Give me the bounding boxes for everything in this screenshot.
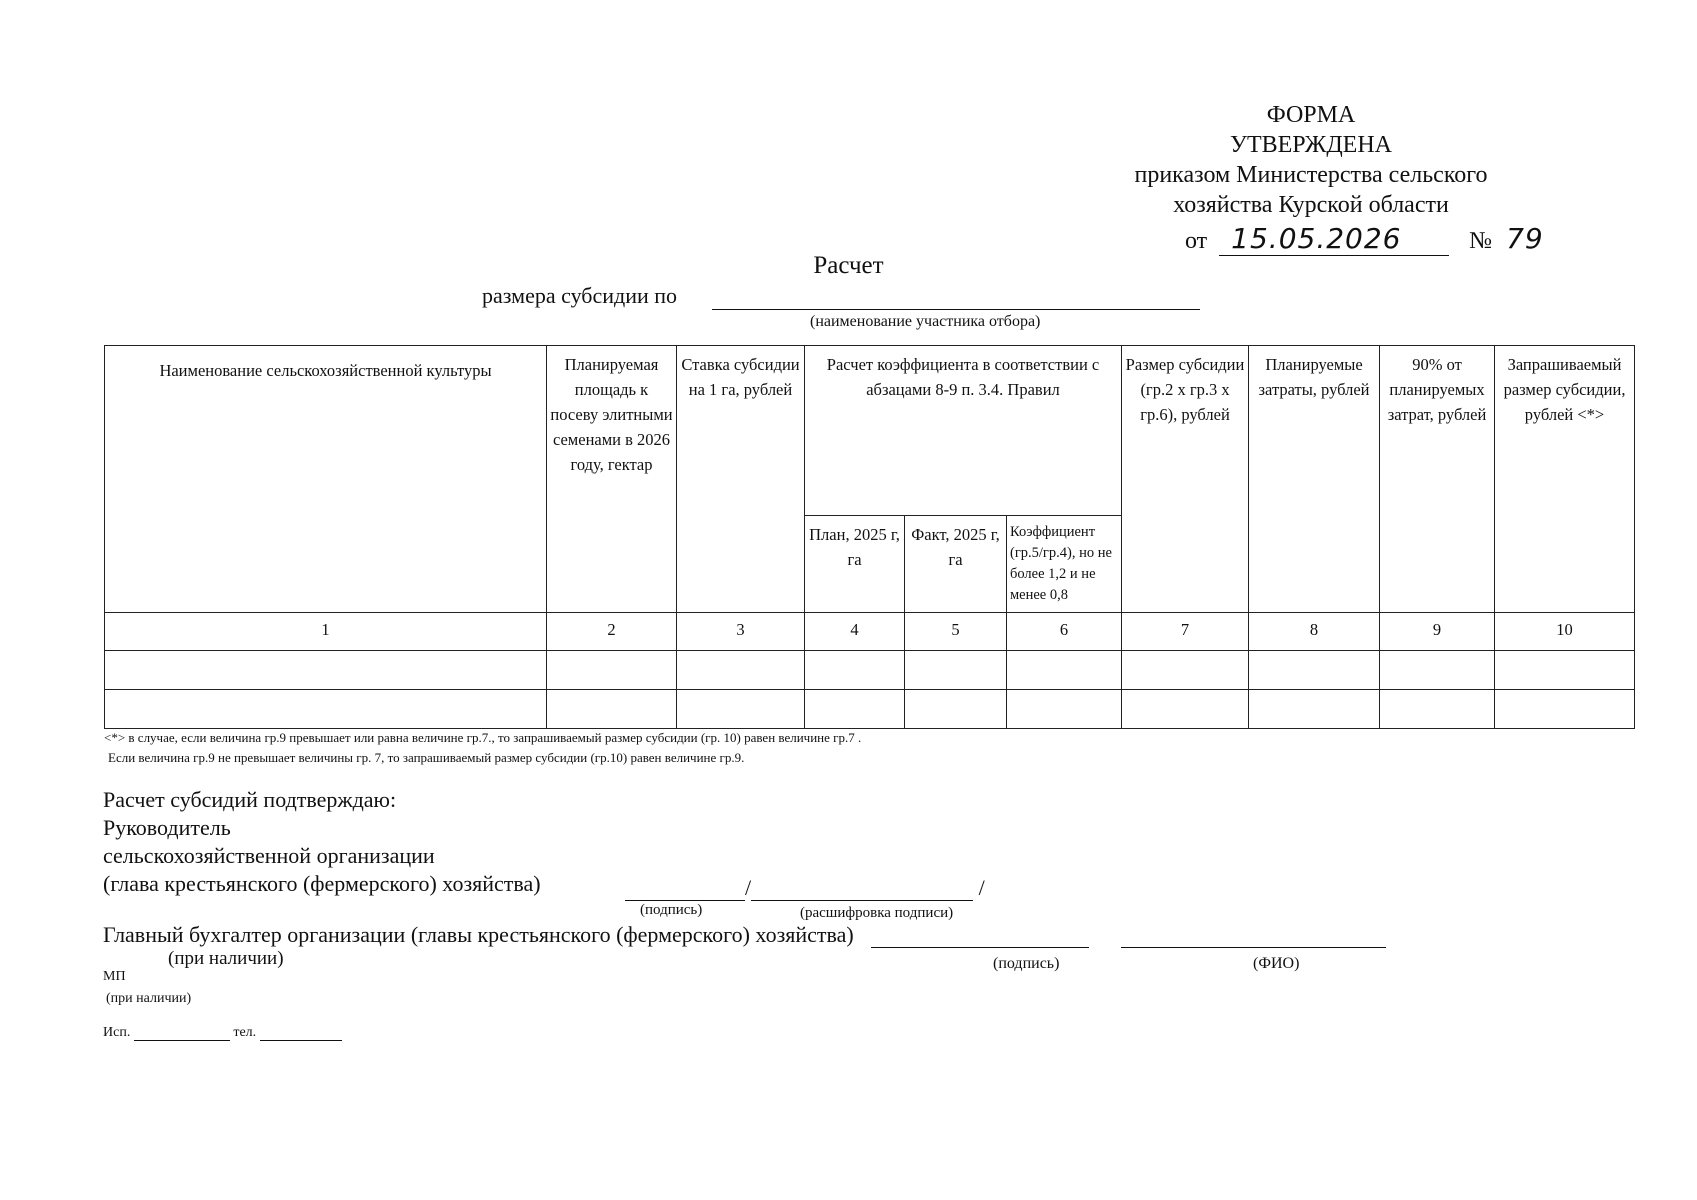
organization-label: сельскохозяйственной организации <box>103 843 435 868</box>
executor-label: Исп. <box>103 1025 131 1040</box>
column-number: 7 <box>1122 613 1249 651</box>
footnotes <box>104 728 861 768</box>
head-signature-field[interactable] <box>625 878 745 901</box>
table-cell[interactable] <box>1007 690 1122 729</box>
table-cell[interactable] <box>1122 690 1249 729</box>
phone-field[interactable] <box>260 1026 342 1041</box>
accountant-row <box>103 922 1386 948</box>
column-number: 10 <box>1495 613 1635 651</box>
table-cell[interactable] <box>1380 651 1495 690</box>
executor-field[interactable] <box>134 1026 230 1041</box>
stamp-block <box>103 966 191 1010</box>
column-number: 5 <box>905 613 1007 651</box>
sign-hint: (подпись) <box>640 902 703 918</box>
header-planned-costs: Планируемые затраты, рублей <box>1249 346 1380 613</box>
accountant-signature-field[interactable] <box>871 925 1089 948</box>
table-cell[interactable] <box>105 651 547 690</box>
handwritten-number: 79 <box>1506 222 1544 255</box>
header-coefficient: Коэффициент (гр.5/гр.4), но не более 1,2 и не менее 0,8 <box>1007 516 1122 613</box>
table-cell[interactable] <box>1495 651 1635 690</box>
header-requested-subsidy: Запрашиваемый размер субсидии, рублей <*> <box>1495 346 1635 613</box>
column-number: 4 <box>805 613 905 651</box>
table-cell[interactable] <box>547 690 677 729</box>
number-label: № <box>1469 228 1493 254</box>
executor-row <box>103 1025 342 1041</box>
accountant-fio-field[interactable] <box>1121 925 1386 948</box>
accountant-sign-hint: (подпись) <box>993 955 1060 972</box>
column-number: 6 <box>1007 613 1122 651</box>
table-cell[interactable] <box>1122 651 1249 690</box>
form-label: ФОРМА <box>1266 102 1356 128</box>
subtitle: размера субсидии по <box>482 283 678 308</box>
decode-hint: (расшифровка подписи) <box>800 905 954 921</box>
participant-name-field[interactable] <box>712 309 1200 310</box>
stamp-hint: (при наличии) <box>106 991 192 1006</box>
table-cell[interactable] <box>1495 690 1635 729</box>
farm-head-label: (глава крестьянского (фермерского) хозяйства) <box>103 871 541 896</box>
table-cell[interactable] <box>1249 690 1380 729</box>
header-planned-area: Планируемая площадь к посеву элитными семенами в 2026 году, гектар <box>547 346 677 613</box>
phone-label: тел. <box>233 1025 257 1040</box>
table-cell[interactable] <box>1380 690 1495 729</box>
table-cell[interactable] <box>105 690 547 729</box>
header-rate: Ставка субсидии на 1 га, рублей <box>677 346 805 613</box>
participant-name-hint: (наименование участника отбора) <box>810 313 1041 330</box>
region-line: хозяйства Курской области <box>1173 192 1449 218</box>
table-row <box>105 651 1635 690</box>
table-cell[interactable] <box>547 651 677 690</box>
header-plan-2025: План, 2025 г, га <box>805 516 905 613</box>
table-cell[interactable] <box>677 690 805 729</box>
ministry-order-line: приказом Министерства сельского <box>1134 162 1488 188</box>
head-name-field[interactable] <box>751 878 973 901</box>
header-coefficient-group: Расчет коэффициента в соответствии с абзацами 8-9 п. 3.4. Правил <box>805 346 1122 516</box>
table-cell[interactable] <box>1007 651 1122 690</box>
table-cell[interactable] <box>805 651 905 690</box>
approved-label: УТВЕРЖДЕНА <box>1229 132 1393 158</box>
slash: / <box>745 875 752 900</box>
approval-block <box>1101 100 1521 220</box>
confirmation-block <box>103 786 541 898</box>
page-title: Расчет <box>813 252 884 279</box>
header-90-percent: 90% от планируемых затрат, рублей <box>1380 346 1495 613</box>
slash: / <box>978 875 985 900</box>
column-number: 1 <box>105 613 547 651</box>
head-signature-row <box>625 875 985 901</box>
column-number: 8 <box>1249 613 1380 651</box>
accountant-presence-hint: (при наличии) <box>168 948 284 969</box>
table-cell[interactable] <box>905 690 1007 729</box>
header-fact-2025: Факт, 2025 г, га <box>905 516 1007 613</box>
header-crop-name: Наименование сельскохозяйственной культуры <box>105 346 547 613</box>
accountant-label: Главный бухгалтер организации (главы крестьянского (фермерского) хозяйства) <box>103 922 854 947</box>
accountant-fio-hint: (ФИО) <box>1253 955 1300 972</box>
column-number: 3 <box>677 613 805 651</box>
table-cell[interactable] <box>1249 651 1380 690</box>
table-cell[interactable] <box>805 690 905 729</box>
table-cell[interactable] <box>677 651 805 690</box>
footnote-line: <*> в случае, если величина гр.9 превышает или равна величине гр.7., то запрашиваемый размер субсидии (гр. 10) равен величине гр.7 . <box>104 730 862 745</box>
handwritten-date: 15.05.2026 <box>1219 222 1449 256</box>
order-date-number <box>1185 222 1544 256</box>
table-cell[interactable] <box>905 651 1007 690</box>
from-label: от <box>1185 228 1208 254</box>
table-row <box>105 690 1635 729</box>
header-subsidy-size: Размер субсидии (гр.2 х гр.3 х гр.6), рублей <box>1122 346 1249 613</box>
subsidy-table <box>104 345 1635 729</box>
footnote-line: Если величина гр.9 не превышает величины гр. 7, то запрашиваемый размер субсидии (гр.10) равен величине гр.9. <box>108 750 745 765</box>
column-number: 9 <box>1380 613 1495 651</box>
column-numbers-row <box>105 613 1635 651</box>
column-number: 2 <box>547 613 677 651</box>
confirm-heading: Расчет субсидий подтверждаю: <box>103 787 397 812</box>
stamp-label: МП <box>103 969 126 984</box>
head-label: Руководитель <box>103 815 231 840</box>
